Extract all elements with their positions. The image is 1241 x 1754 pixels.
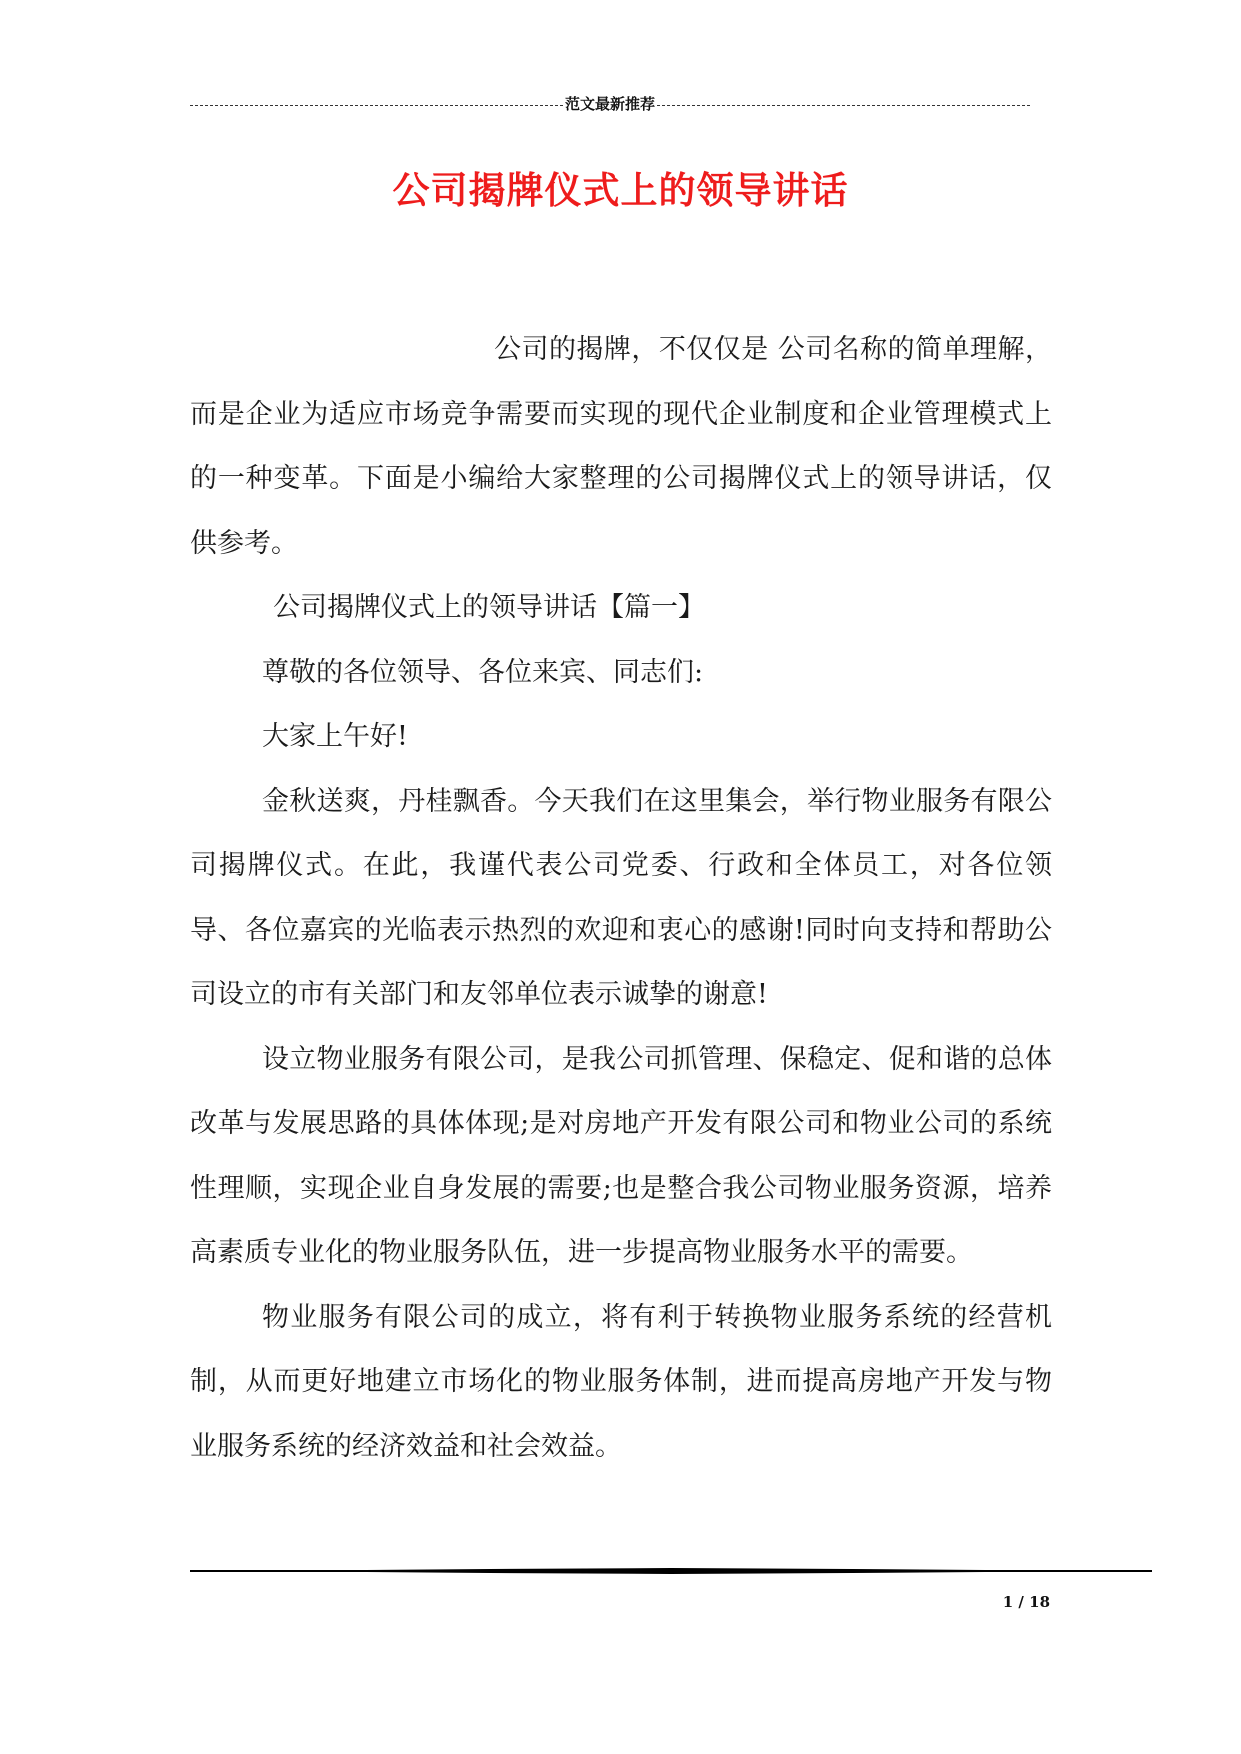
body-paragraph-2: 设立物业服务有限公司，是我公司抓管理、保稳定、促和谐的总体改革与发展思路的具体体现;是对房地产开发有限公司和物业公司的系统性理顺，实现企业自身发展的需要;也是整合我公司物业服务资源，培养高素质专业化的物业服务队伍，进一步提高物业服务水平的需要。 <box>190 1043 1052 1268</box>
footer-rule <box>190 1566 1152 1576</box>
body-paragraph-1: 金秋送爽，丹桂飘香。今天我们在这里集会，举行物业服务有限公司揭牌仪式。在此，我谨代表公司党委、行政和全体员工，对各位领导、各位嘉宾的光临表示热烈的欢迎和衷心的感谢!同时向支持和帮助公司设立的市有关部门和友邻单位表示诚挚的谢意! <box>190 785 1052 1010</box>
salutation: 尊敬的各位领导、各位来宾、同志们: <box>262 656 704 688</box>
document-title: 公司揭牌仪式上的领导讲话 <box>392 168 849 212</box>
section-heading: 公司揭牌仪式上的领导讲话【篇一】 <box>273 592 705 623</box>
document-body <box>190 318 1052 1479</box>
page-header <box>190 88 1030 118</box>
body-paragraph-3: 物业服务有限公司的成立，将有利于转换物业服务系统的经营机制，从而更好地建立市场化的物业服务体制，进而提高房地产开发与物业服务系统的经济效益和社会效益。 <box>190 1301 1052 1462</box>
header-label: 范文最新推荐 <box>565 94 656 113</box>
greeting: 大家上午好! <box>262 721 408 752</box>
page-number: 1 / 18 <box>1002 1593 1050 1611</box>
header-dashes-left <box>190 105 563 106</box>
intro-paragraph: 公司的揭牌，不仅仅是 公司名称的简单理解，而是企业为适应市场竞争需要而实现的现代企业制度和企业管理模式上的一种变革。下面是小编给大家整理的公司揭牌仪式上的领导讲话，仅供参考。 <box>190 334 1052 559</box>
footer-rule-swell <box>230 1568 1112 1574</box>
header-dashes-right <box>657 105 1030 106</box>
